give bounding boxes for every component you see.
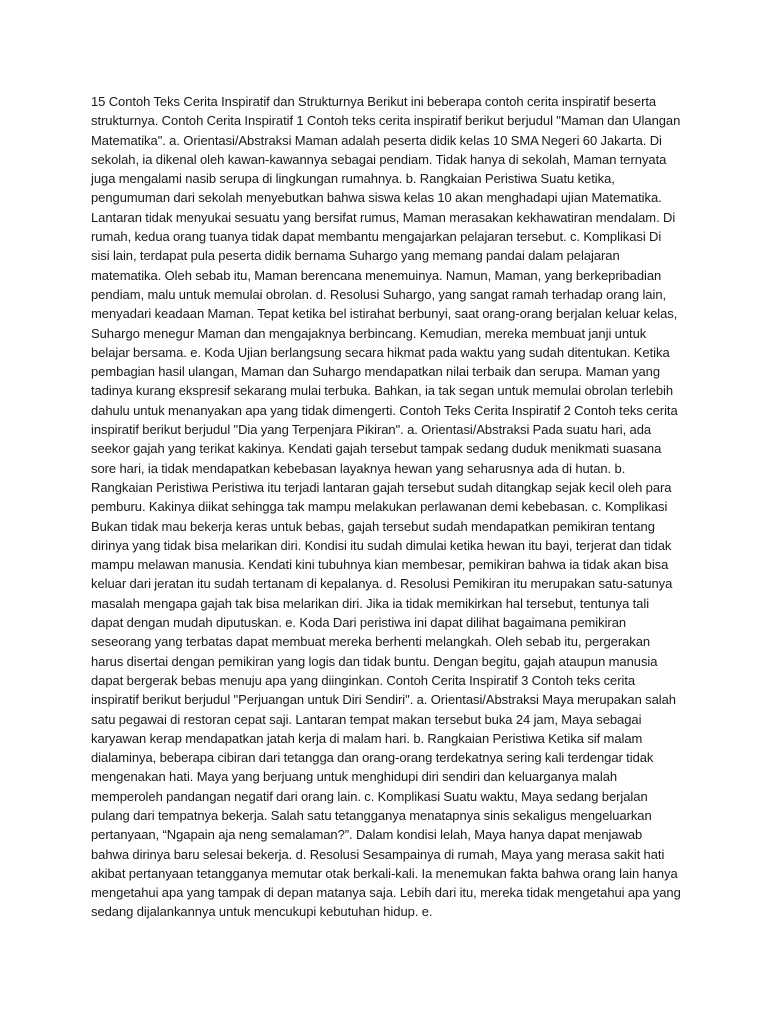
document-body-text: 15 Contoh Teks Cerita Inspiratif dan Strukturnya Berikut ini beberapa contoh cerita inspiratif beserta strukturnya. Contoh Cerita Inspiratif 1 Contoh teks cerita inspiratif berikut berjudul "Maman dan Ulangan Matematika". a. Orientasi/Abstraksi Maman adalah peserta didik kelas 10 SMA Negeri 60 Jakarta. Di sekolah, ia dikenal oleh kawan-kawannya sebagai pendiam. Tidak hanya di sekolah, Maman ternyata juga mengalami nasib serupa di lingkungan rumahnya. b. Rangkaian Peristiwa Suatu ketika, pengumuman dari sekolah menyebutkan bahwa siswa kelas 10 akan menghadapi ujian Matematika. Lantaran tidak menyukai sesuatu yang bersifat rumus, Maman merasakan kekhawatiran mendalam. Di rumah, kedua orang tuanya tidak dapat membantu mengajarkan pelajaran tersebut. c. Komplikasi Di sisi lain, terdapat pula peserta didik bernama Suhargo yang memang pandai dalam pelajaran matematika. Oleh sebab itu, Maman berencana menemuinya. Namun, Maman, yang berkepribadian pendiam, malu untuk memulai obrolan. d. Resolusi Suhargo, yang sangat ramah terhadap orang lain, menyadari keadaan Maman. Tepat ketika bel istirahat berbunyi, saat orang-orang berjalan keluar kelas, Suhargo menegur Maman dan mengajaknya berbincang. Kemudian, mereka membuat janji untuk belajar bersama. e. Koda Ujian berlangsung secara hikmat pada waktu yang sudah ditentukan. Ketika pembagian hasil ulangan, Maman dan Suhargo mendapatkan nilai terbaik dan serupa. Maman yang tadinya kurang ekspresif sekarang mulai terbuka. Bahkan, ia tak segan untuk memulai obrolan terlebih dahulu untuk menanyakan apa yang tidak dimengerti. Contoh Teks Cerita Inspiratif 2 Contoh teks cerita inspiratif berikut berjudul "Dia yang Terpenjara Pikiran". a. Orientasi/Abstraksi Pada suatu hari, ada seekor gajah yang terikat kakinya. Kendati gajah tersebut tampak sedang duduk menikmati suasana sore hari, ia tidak mendapatkan kebebasan layaknya hewan yang seharusnya ada di hutan. b. Rangkaian Peristiwa Peristiwa itu terjadi lantaran gajah tersebut sudah ditangkap sejak kecil oleh para pemburu. Kakinya diikat sehingga tak mampu melakukan perlawanan demi kebebasan. c. Komplikasi Bukan tidak mau bekerja keras untuk bebas, gajah tersebut sudah mendapatkan pemikiran tentang dirinya yang tidak bisa melarikan diri. Kondisi itu sudah dimulai ketika hewan itu bayi, terjerat dan tidak mampu melawan manusia. Kendati kini tubuhnya kian membesar, pemikiran bahwa ia tidak akan bisa keluar dari jeratan itu sudah tertanam di kepalanya. d. Resolusi Pemikiran itu merupakan satu-satunya masalah mengapa gajah tak bisa melarikan diri. Jika ia tidak memikirkan hal tersebut, tentunya tali dapat dengan mudah diputuskan. e. Koda Dari peristiwa ini dapat dilihat bagaimana pemikiran seseorang yang terbatas dapat membuat mereka berhenti melangkah. Oleh sebab itu, pergerakan harus disertai dengan pemikiran yang logis dan tidak buntu. Dengan begitu, gajah ataupun manusia dapat bergerak bebas menuju apa yang diinginkan. Contoh Cerita Inspiratif 3 Contoh teks cerita inspiratif berikut berjudul "Perjuangan untuk Diri Sendiri". a. Orientasi/Abstraksi Maya merupakan salah satu pegawai di restoran cepat saji. Lantaran tempat makan tersebut buka 24 jam, Maya sebagai karyawan kerap mendapatkan jatah kerja di malam hari. b. Rangkaian Peristiwa Ketika sif malam dialaminya, beberapa cibiran dari tetangga dan orang-orang terdekatnya sering kali terdengar tidak mengenakan hati. Maya yang berjuang untuk menghidupi diri sendiri dan keluarganya malah memperoleh pandangan negatif dari orang lain. c. Komplikasi Suatu waktu, Maya sedang berjalan pulang dari tempatnya bekerja. Salah satu tetangganya menatapnya sinis sekaligus mengeluarkan pertanyaan, “Ngapain aja neng semalaman?”. Dalam kondisi lelah, Maya hanya dapat menjawab bahwa dirinya baru selesai bekerja. d. Resolusi Sesampainya di rumah, Maya yang merasa sakit hati akibat pertanyaan tetangganya memutar otak berkali-kali. Ia menemukan fakta bahwa orang lain hanya mengetahui apa yang tampak di depan matanya saja. Lebih dari itu, mereka tidak mengetahui apa yang sedang dijalankannya untuk mencukupi kebutuhan hidup. e.	[91, 94, 681, 920]
document-page	[91, 92, 681, 922]
